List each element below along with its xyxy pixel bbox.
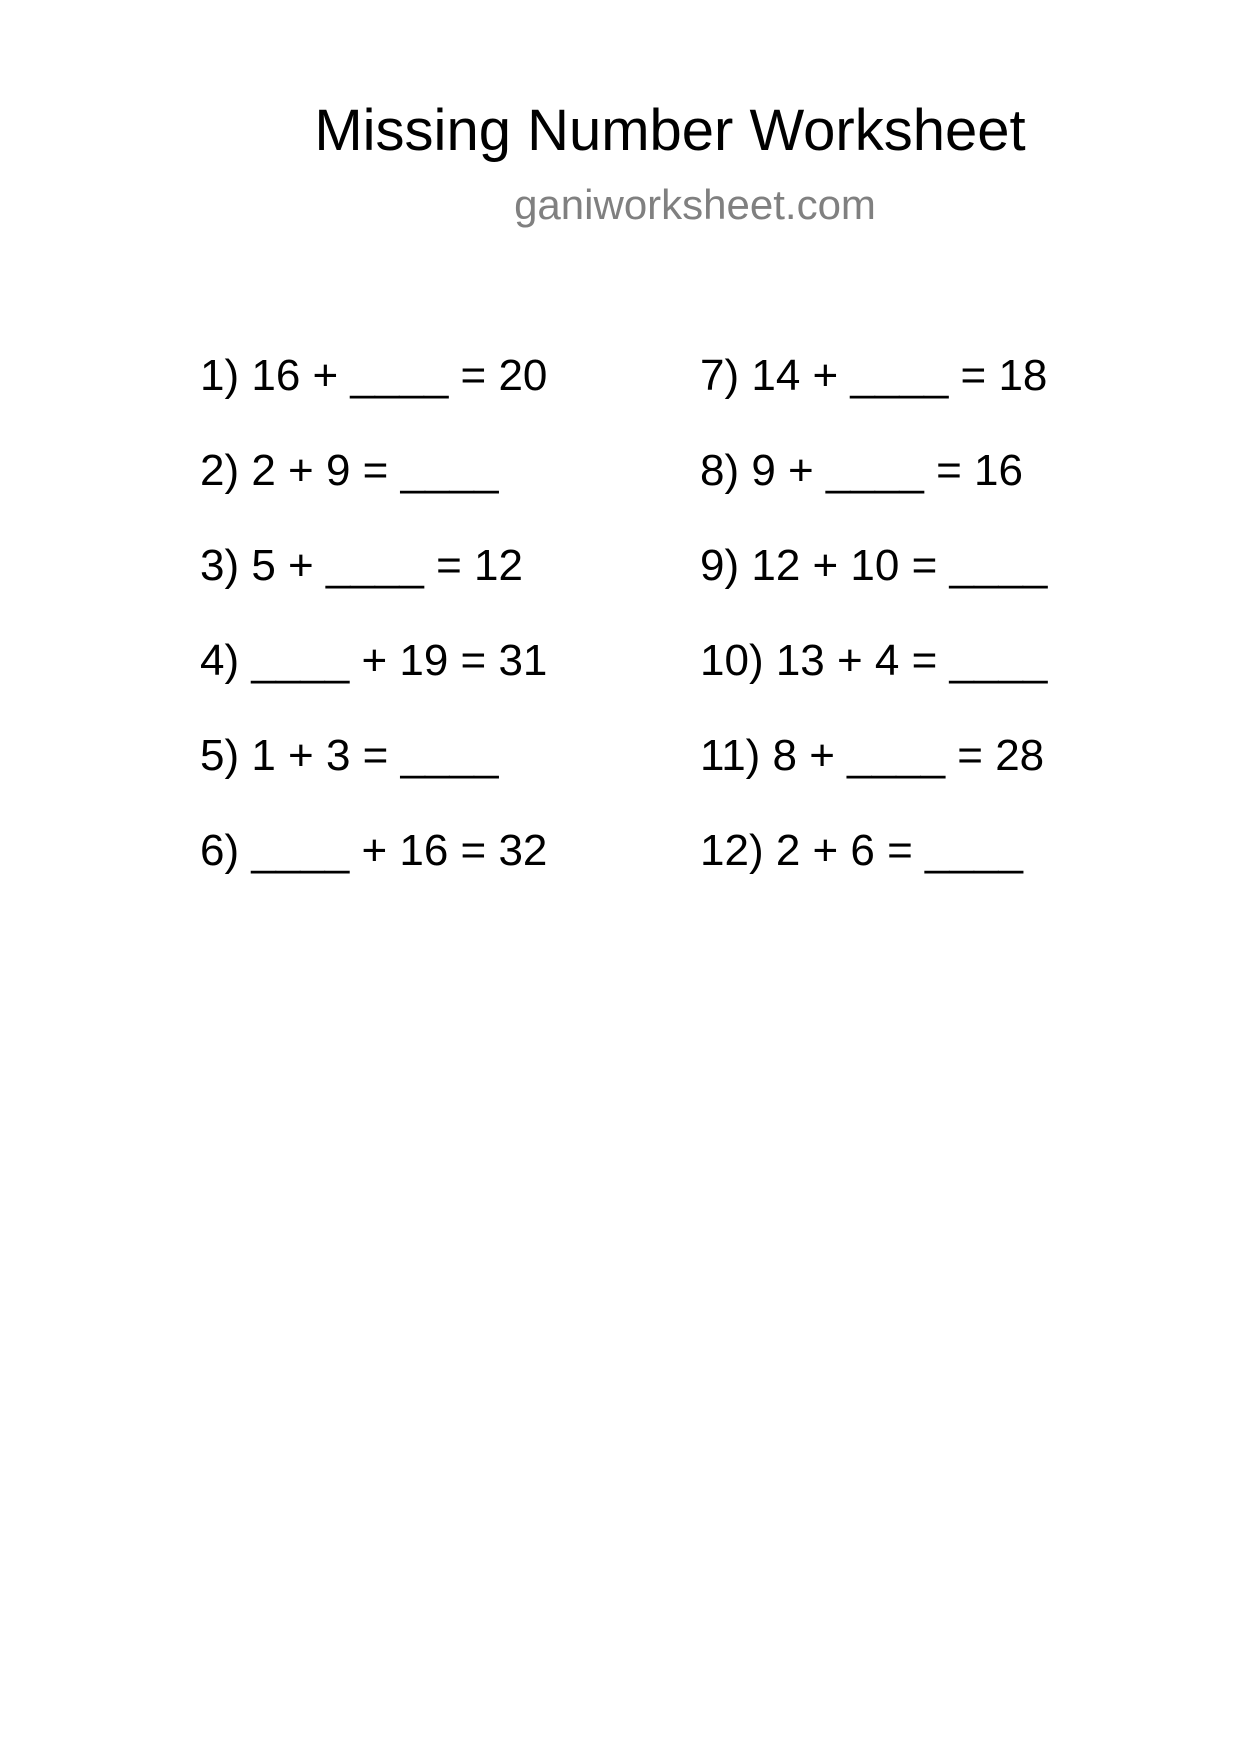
problem-9: 9) 12 + 10 = ____ <box>700 541 1048 590</box>
problem-12: 12) 2 + 6 = ____ <box>700 826 1023 875</box>
problem-3: 3) 5 + ____ = 12 <box>200 541 523 590</box>
problem-8: 8) 9 + ____ = 16 <box>700 446 1023 495</box>
problem-10: 10) 13 + 4 = ____ <box>700 636 1048 685</box>
problem-4: 4) ____ + 19 = 31 <box>200 636 548 685</box>
problem-11: 11) 8 + ____ = 28 <box>700 731 1045 780</box>
problem-7: 7) 14 + ____ = 18 <box>700 351 1048 400</box>
problem-2: 2) 2 + 9 = ____ <box>200 446 499 495</box>
problem-6: 6) ____ + 16 = 32 <box>200 826 548 875</box>
worksheet-source: ganiworksheet.com <box>514 181 876 228</box>
problem-1: 1) 16 + ____ = 20 <box>200 351 548 400</box>
problem-5: 5) 1 + 3 = ____ <box>200 731 499 780</box>
worksheet-title: Missing Number Worksheet <box>314 98 1026 163</box>
